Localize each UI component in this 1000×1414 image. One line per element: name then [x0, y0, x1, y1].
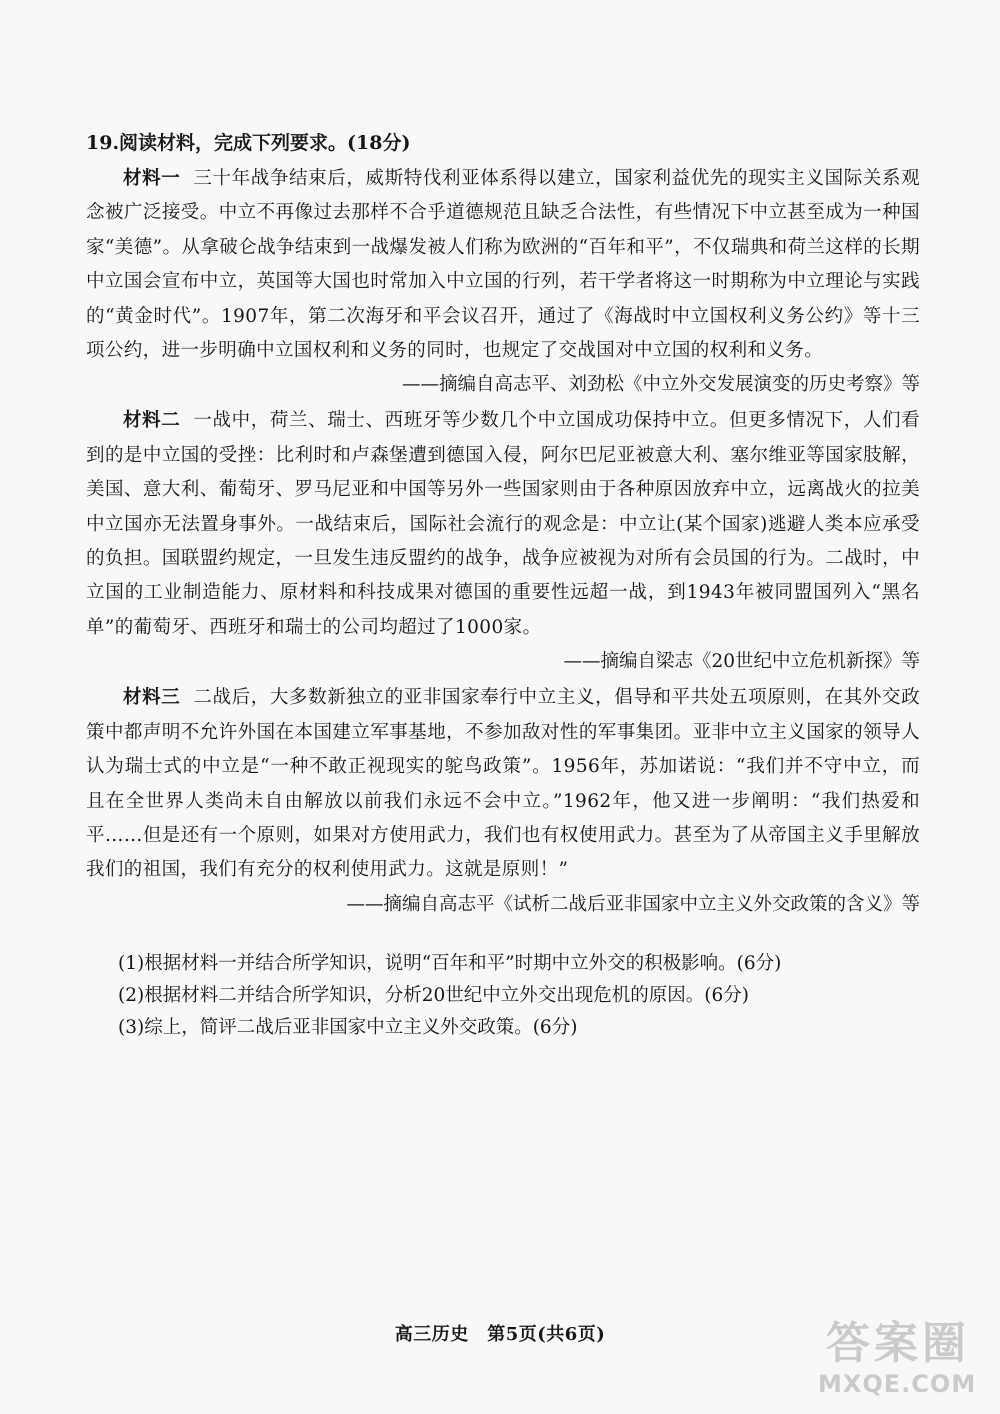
material-2-source: ——摘编自梁志《20世纪中立危机新探》等 — [563, 651, 920, 673]
material-2-text: 一战中，荷兰、瑞士、西班牙等少数几个中立国成功保持中立。但更多情况下，人们看到的是中立国的受挫：比利时和卢森堡遭到德国入侵，阿尔巴尼亚被意大利、塞尔维亚等国家肢解，美国、意大利、葡萄牙、罗马尼亚和中国等另外一些国家则由于各种原因放弃中立，远离战火的拉美中立国亦无法置身事外。一战结束后，国际社会流行的观念是：中立让(某个国家)逃避人类本应承受的负担。国联盟约规定，一旦发生违反盟约的战争，战争应被视为对所有会员国的行为。二战时，中立国的工业制造能力、原材料和科技成果对德国的重要性远超一战，到1943年被同盟国列入“黑名单”的葡萄牙、西班牙和瑞士的公司均超过了1000家。 — [86, 410, 920, 638]
sub-question-1: (1)根据材料一并结合所学知识，说明“百年和平”时期中立外交的积极影响。(6分) — [118, 952, 782, 974]
watermark-glyphs: 答案圈 — [826, 1318, 970, 1369]
sub-questions — [86, 948, 920, 1044]
material-2-label: 材料二 — [123, 410, 181, 432]
material-1-text: 三十年战争结束后，威斯特伐利亚体系得以建立，国家利益优先的现实主义国际关系观念被广泛接受。中立不再像过去那样不合乎道德规范且缺乏合法性，有些情况下中立甚至成为一种国家“美德”。从拿破仑战争结束到一战爆发被人们称为欧洲的“百年和平”，不仅瑞典和荷兰这样的长期中立国会宣布中立，英国等大国也时常加入中立国的行列，若干学者将这一时期称为中立理论与实践的“黄金时代”。1907年，第二次海牙和平会议召开，通过了《海战时中立国权利义务公约》等十三项公约，进一步明确中立国权利和义务的同时，也规定了交战国对中立国的权利和义务。 — [86, 168, 920, 362]
sub-question-2: (2)根据材料二并结合所学知识，分析20世纪中立外交出现危机的原因。(6分) — [118, 984, 749, 1006]
page-footer: 高三历史 第5页(共6页) — [394, 1324, 606, 1345]
material-2-paragraph — [86, 404, 920, 645]
material-1-paragraph — [86, 162, 920, 368]
watermark-logo — [818, 1318, 990, 1404]
sub-question-3: (3)综上，简评二战后亚非国家中立主义外交政策。(6分) — [118, 1016, 578, 1038]
question-title: 19.阅读材料，完成下列要求。(18分) — [86, 132, 411, 154]
material-1-label: 材料一 — [123, 168, 181, 189]
material-3-label: 材料三 — [123, 687, 181, 709]
material-1-source: ——摘编自高志平、刘劲松《中立外交发展演变的历史考察》等 — [401, 374, 920, 396]
material-3-source: ——摘编自高志平《试析二战后亚非国家中立主义外交政策的含义》等 — [346, 893, 920, 915]
question-19 — [86, 126, 920, 1044]
material-3-paragraph — [86, 681, 920, 887]
material-3-text: 二战后，大多数新独立的亚非国家奉行中立主义，倡导和平共处五项原则，在其外交政策中都声明不允许外国在本国建立军事基地，不参加敌对性的军事集团。亚非中立主义国家的领导人认为瑞士式的中立是“一种不敢正视现实的鸵鸟政策”。1956年，苏加诺说：“我们并不守中立，而且在全世界人类尚未自由解放以前我们永远不会中立。”1962年，他又进一步阐明：“我们热爱和平……但是还有一个原则，如果对方使用武力，我们也有权使用武力。甚至为了从帝国主义手里解放我们的祖国，我们有充分的权利使用武力。这就是原则！” — [86, 687, 920, 881]
watermark-url: MXQE.COM — [818, 1370, 977, 1398]
